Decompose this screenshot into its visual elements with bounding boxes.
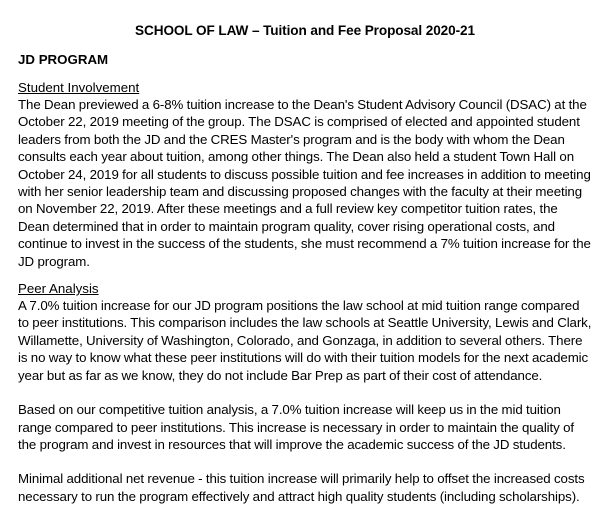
program-heading: JD PROGRAM (18, 52, 109, 67)
document-title: SCHOOL OF LAW – Tuition and Fee Proposal 2020-21 (135, 23, 475, 38)
peer-analysis-paragraph-3: Minimal additional net revenue - this tuition increase will primarily help to offset the increased costs necessary to run the program effectively and attract high quality students (including scholarships). (18, 471, 585, 504)
section-peer-analysis (18, 280, 592, 505)
peer-analysis-paragraph-1: A 7.0% tuition increase for our JD program positions the law school at mid tuition range compared to peer institutions. This comparison includes the law schools at Seattle University, Lewis and Clark, Willamette, University of Washington, Colorado, and Gonzaga, in addition to several others. There is no way to know what these peer institutions will do with their tuition models for the next academic year but as far as we know, they do not include Bar Prep as part of their cost of attendance. (18, 298, 592, 383)
section-student-involvement (18, 79, 592, 270)
student-involvement-paragraph: The Dean previewed a 6-8% tuition increase to the Dean's Student Advisory Council (DSAC) at the October 22, 2019 meeting of the group. The DSAC is comprised of elected and appointed student leaders from both the JD and the CRES Master's program and is the body with whom the Dean consults each year about tuition, among other things. The Dean also held a student Town Hall on October 24, 2019 for all students to discuss possible tuition and fee increases in addition to meeting with her senior leadership team and discussing proposed changes with the faculty at their meeting on November 22, 2019. After these meetings and a full review key competitor tuition rates, the Dean determined that in order to maintain program quality, cover rising operational costs, and continue to invest in the success of the students, she must recommend a 7% tuition increase for the JD program. (18, 97, 591, 269)
section-heading-peer-analysis: Peer Analysis (18, 281, 99, 297)
peer-analysis-paragraph-2: Based on our competitive tuition analysis, a 7.0% tuition increase will keep us in the mid tuition range compared to peer institutions. This increase is necessary in order to maintain the quality of the program and invest in resources that will improve the academic success of the JD students. (18, 402, 574, 452)
section-heading-student-involvement: Student Involvement (18, 80, 140, 95)
